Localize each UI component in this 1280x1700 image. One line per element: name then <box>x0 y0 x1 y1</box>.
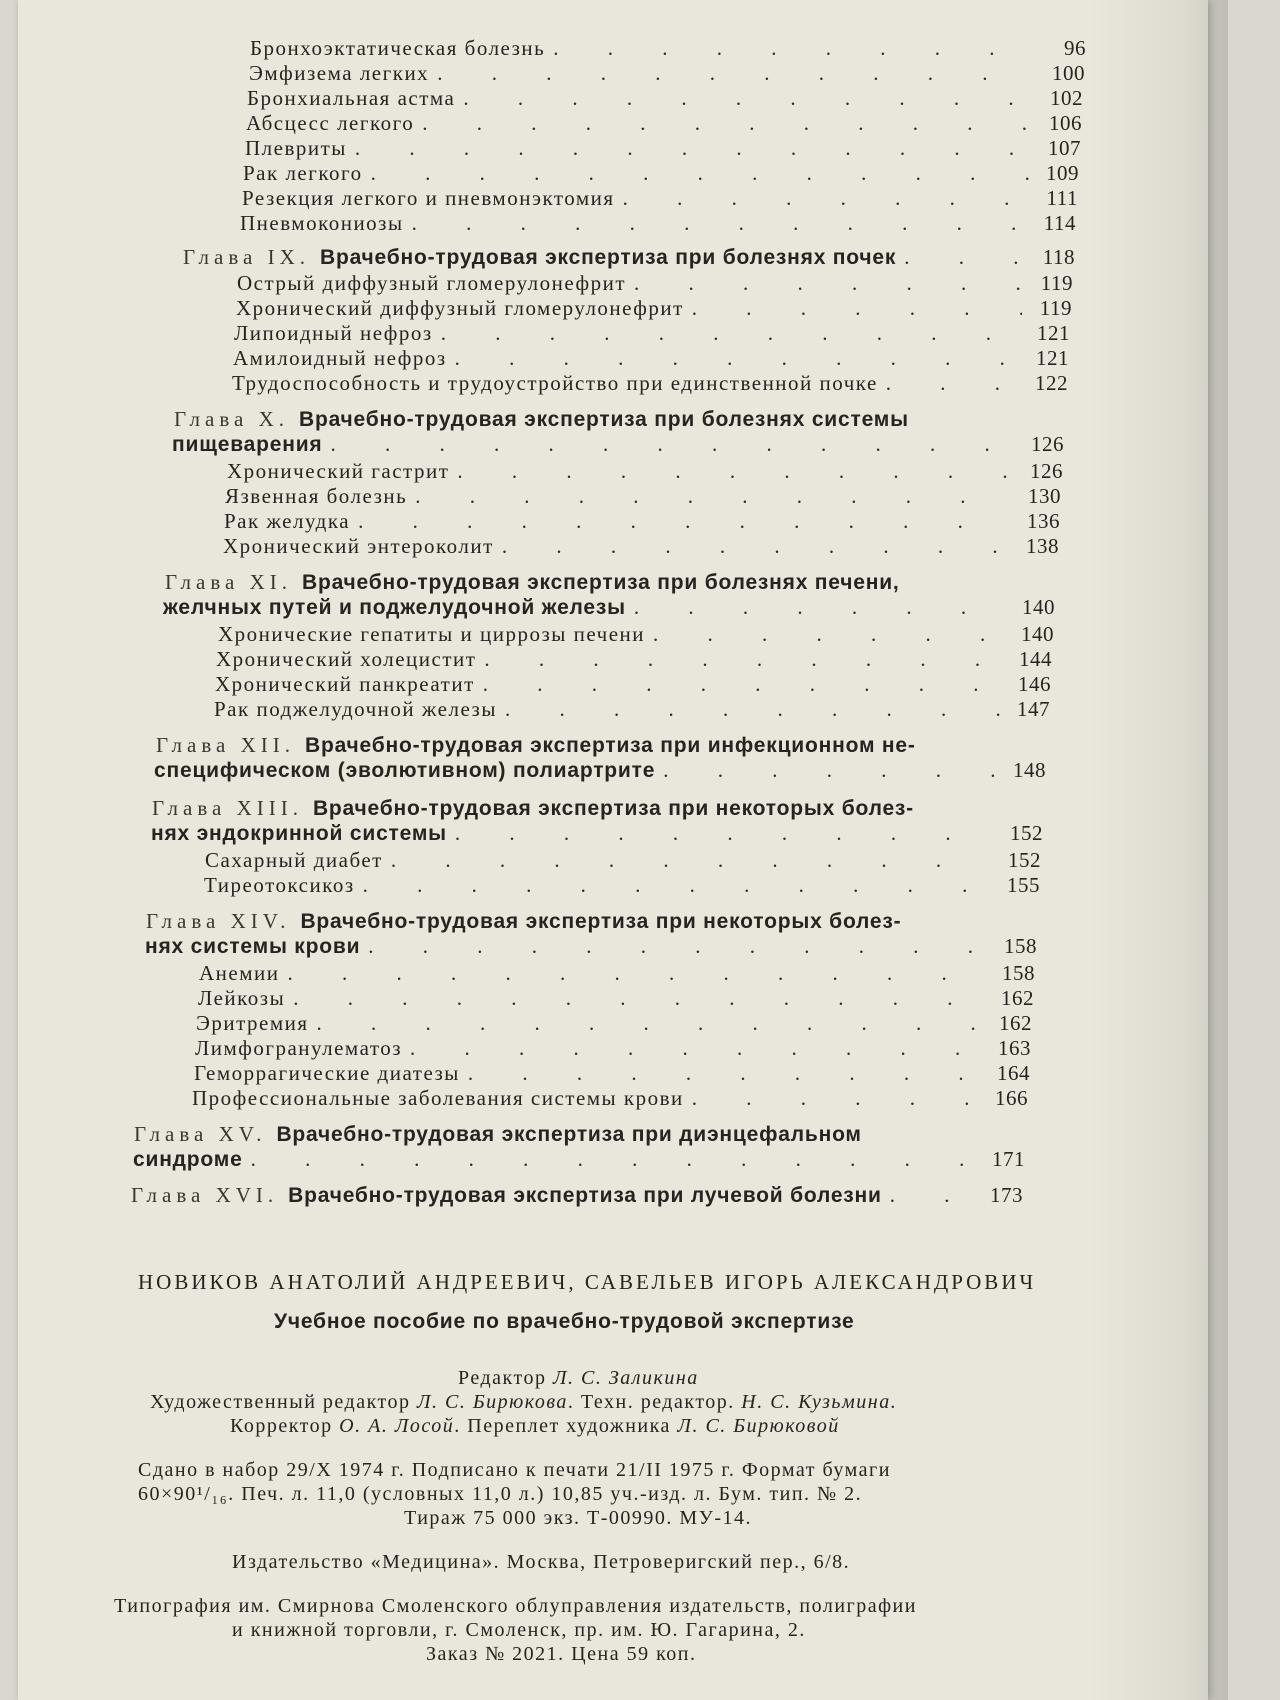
toc-entry-label: Язвенная болезнь <box>225 484 408 508</box>
dot-leader <box>422 111 1032 135</box>
dot-leader <box>634 595 1005 619</box>
dot-leader <box>455 346 1019 370</box>
dot-leader <box>437 61 1035 85</box>
dot-leader <box>484 647 1002 671</box>
toc-entry-label: Пневмокониозы <box>240 211 404 235</box>
toc-entry-label: Хронический панкреатит <box>215 672 475 696</box>
chapter-heading <box>165 569 900 596</box>
dot-leader <box>505 697 1000 721</box>
toc-entry-label: пищеварения <box>172 433 323 456</box>
toc-page-number: 100 <box>1052 61 1085 85</box>
toc-page-number: 130 <box>1028 484 1061 508</box>
toc-page-number: 102 <box>1050 86 1083 110</box>
toc-page-number: 155 <box>1007 873 1040 897</box>
chapter-number: Глава XIV. <box>146 909 291 933</box>
chapter-heading-text <box>131 1182 882 1209</box>
authors: НОВИКОВ АНАТОЛИЙ АНДРЕЕВИЧ, САВЕЛЬЕВ ИГОРЬ АЛЕКСАНДРОВИЧ <box>138 1270 1037 1294</box>
toc-page-number: 111 <box>1046 186 1078 210</box>
chapter-title: Врачебно-трудовая экспертиза при болезнях печени, <box>301 571 900 594</box>
chapter-number: Глава IX. <box>183 245 310 269</box>
toc-entry-label: Сахарный диабет <box>205 848 383 872</box>
print-info-line-2: 60×90¹/₁₆. Печ. л. 11,0 (условных 11,0 л.) 10,85 уч.-изд. л. Бум. тип. № 2. <box>138 1483 863 1505</box>
toc-page-number: 118 <box>1042 245 1075 269</box>
dot-leader <box>293 986 984 1010</box>
typography-line-1: Типография им. Смирнова Смоленского облуправления издательств, полиграфии <box>114 1595 917 1617</box>
toc-entry-label: Лейкозы <box>198 986 286 1010</box>
dot-leader <box>391 848 991 872</box>
toc-row <box>250 36 1086 60</box>
toc-row <box>240 211 1076 235</box>
table-of-contents <box>18 0 1208 1207</box>
toc-row <box>245 136 1081 160</box>
book-page <box>18 0 1208 1700</box>
typography-line-2: и книжной торговли, г. Смоленск, пр. им. Ю. Гагарина, 2. <box>232 1619 806 1641</box>
chapter-heading <box>146 908 901 935</box>
toc-page-number: 166 <box>995 1086 1028 1110</box>
toc-entry-label: Хронический диффузный гломерулонефрит <box>236 296 684 320</box>
corrector-line: Корректор О. А. Лосой. Переплет художника Л. С. Бирюковой <box>230 1415 840 1437</box>
chapter-heading-continuation <box>172 432 1064 457</box>
toc-page-number: 140 <box>1021 622 1054 646</box>
chapter-number: Глава XVI. <box>131 1183 279 1207</box>
toc-page-number: 152 <box>1010 821 1043 845</box>
toc-page-number: 136 <box>1027 509 1060 533</box>
dot-leader <box>483 672 1001 696</box>
chapter-heading <box>152 795 914 822</box>
toc-entry-label: Геморрагические диатезы <box>194 1061 460 1085</box>
dot-leader <box>553 36 1036 60</box>
book-title: Учебное пособие по врачебно-трудовой экспертизе <box>274 1310 855 1333</box>
toc-page-number: 158 <box>1004 934 1037 958</box>
dot-leader <box>634 271 1023 295</box>
dot-leader <box>692 296 1022 320</box>
dot-leader <box>886 371 1018 395</box>
chapter-title: Врачебно-трудовая экспертиза при инфекционном не- <box>304 734 916 757</box>
toc-entry-label: специфическом (эволютивном) полиартрите <box>154 759 656 782</box>
toc-entry-label: желчных путей и поджелудочной железы <box>163 596 626 619</box>
dot-leader <box>692 1086 978 1110</box>
publisher-line: Издательство «Медицина». Москва, Петроверигский пер., 6/8. <box>232 1551 851 1573</box>
dot-leader <box>288 961 986 985</box>
toc-entry-label: Хронический холецистит <box>216 647 477 671</box>
toc-row <box>204 873 1040 897</box>
toc-page-number: 126 <box>1031 432 1064 456</box>
toc-page-number: 119 <box>1040 271 1073 295</box>
chapter-title: Врачебно-трудовая экспертиза при болезнях системы <box>299 408 909 431</box>
toc-row <box>246 111 1082 135</box>
toc-row <box>205 848 1041 872</box>
toc-row <box>199 961 1035 985</box>
chapter-number: Глава XI. <box>165 570 292 594</box>
toc-row <box>218 622 1054 646</box>
toc-page-number: 164 <box>997 1061 1030 1085</box>
toc-page-number: 162 <box>999 1011 1032 1035</box>
toc-row <box>234 321 1070 345</box>
chapter-title: Врачебно-трудовая экспертиза при лучевой болезни <box>288 1184 882 1207</box>
dot-leader <box>415 484 1011 508</box>
toc-entry-label: Острый диффузный гломерулонефрит <box>237 271 626 295</box>
editor-line: Редактор Л. С. Заликина <box>458 1367 699 1389</box>
dot-leader <box>330 432 1014 456</box>
dot-leader <box>355 136 1031 160</box>
chapter-title: Врачебно-трудовая экспертиза при некоторых болез- <box>312 797 914 820</box>
toc-page-number: 158 <box>1002 961 1035 985</box>
chapter-heading-continuation <box>133 1147 1025 1172</box>
dot-leader <box>623 186 1028 210</box>
chapter-heading-continuation <box>163 595 1055 620</box>
chapter-heading <box>156 732 916 759</box>
chapter-heading <box>183 244 1075 271</box>
toc-entry-label: Амилоидный нефроз <box>233 346 447 370</box>
toc-page-number: 121 <box>1037 321 1070 345</box>
toc-row <box>196 1011 1032 1035</box>
dot-leader <box>410 1036 981 1060</box>
toc-page-number: 121 <box>1036 346 1069 370</box>
toc-page-number: 152 <box>1008 848 1041 872</box>
chapter-heading-continuation <box>145 934 1037 959</box>
dot-leader <box>371 161 1029 185</box>
toc-row <box>237 271 1073 295</box>
toc-entry-label: Анемии <box>199 961 280 985</box>
chapter-heading <box>174 406 909 433</box>
toc-entry-label: Эмфизема легких <box>249 61 430 85</box>
toc-entry-label: синдроме <box>133 1148 243 1171</box>
toc-entry-label: Рак желудка <box>224 509 351 533</box>
toc-page-number: 162 <box>1001 986 1034 1010</box>
chapter-title: Врачебно-трудовая экспертиза при болезнях почек <box>319 246 897 269</box>
chapter-heading-continuation <box>151 821 1043 846</box>
toc-page-number: 148 <box>1013 758 1046 782</box>
toc-entry-label: Рак поджелудочной железы <box>214 697 497 721</box>
toc-entry-label: Профессиональные заболевания системы крови <box>192 1086 684 1110</box>
toc-page-number: 109 <box>1046 161 1079 185</box>
toc-row <box>214 697 1050 721</box>
toc-page-number: 163 <box>998 1036 1031 1060</box>
chapter-heading <box>131 1182 1023 1209</box>
toc-page-number: 96 <box>1064 36 1086 60</box>
toc-row <box>249 61 1085 85</box>
dot-leader <box>358 509 1010 533</box>
chapter-number: Глава XIII. <box>152 796 303 820</box>
toc-entry-label: Лимфогранулематоз <box>195 1036 403 1060</box>
dot-leader <box>368 934 987 958</box>
toc-page-number: 119 <box>1039 296 1072 320</box>
dot-leader <box>463 86 1033 110</box>
toc-row <box>216 647 1052 671</box>
toc-page-number: 107 <box>1048 136 1081 160</box>
toc-page-number: 173 <box>990 1183 1023 1207</box>
dot-leader <box>890 1182 973 1208</box>
toc-page-number: 171 <box>992 1147 1025 1171</box>
toc-entry-label: Плевриты <box>245 136 347 160</box>
dot-leader <box>317 1011 982 1035</box>
chapter-heading-continuation <box>154 758 1046 783</box>
toc-page-number: 122 <box>1035 371 1068 395</box>
toc-entry-label: Липоидный нефроз <box>234 321 433 345</box>
toc-entry-label: Трудоспособность и трудоустройство при единственной почке <box>232 371 878 395</box>
dot-leader <box>455 821 993 845</box>
dot-leader <box>653 622 1004 646</box>
toc-page-number: 106 <box>1049 111 1082 135</box>
toc-row <box>223 534 1059 558</box>
chapter-title: Врачебно-трудовая экспертиза при некоторых болез- <box>300 910 902 933</box>
toc-entry-label: нях эндокринной системы <box>151 822 447 845</box>
dot-leader <box>363 873 990 897</box>
toc-row <box>195 1036 1031 1060</box>
toc-entry-label: Абсцесс легкого <box>246 111 415 135</box>
toc-row <box>243 161 1079 185</box>
chapter-number: Глава X. <box>174 407 289 431</box>
dot-leader <box>251 1147 975 1171</box>
dot-leader <box>663 758 996 782</box>
toc-entry-label: Эритремия <box>196 1011 309 1035</box>
toc-row <box>194 1061 1030 1085</box>
toc-entry-label: Бронхоэктатическая болезнь <box>250 36 546 60</box>
toc-row <box>198 986 1034 1010</box>
print-info-line-1: Сдано в набор 29/X 1974 г. Подписано к печати 21/II 1975 г. Формат бумаги <box>138 1459 891 1481</box>
toc-page-number: 138 <box>1026 534 1059 558</box>
toc-entry-label: Хронический гастрит <box>227 459 450 483</box>
toc-entry-label: нях системы крови <box>145 935 361 958</box>
dot-leader <box>468 1061 980 1085</box>
art-editor-line: Художественный редактор Л. С. Бирюкова. Техн. редактор. Н. С. Кузьмина. <box>150 1391 898 1413</box>
toc-page-number: 140 <box>1022 595 1055 619</box>
toc-page-number: 147 <box>1017 697 1050 721</box>
dot-leader <box>502 534 1009 558</box>
toc-page-number: 126 <box>1030 459 1063 483</box>
toc-row <box>247 86 1083 110</box>
toc-row <box>232 371 1068 395</box>
toc-entry-label: Хронический энтероколит <box>223 534 494 558</box>
toc-entry-label: Резекция легкого и пневмонэктомия <box>242 186 615 210</box>
dot-leader <box>441 321 1020 345</box>
chapter-title: Врачебно-трудовая экспертиза при диэнцефальном <box>276 1123 862 1146</box>
toc-row <box>192 1086 1028 1110</box>
toc-page-number: 114 <box>1043 211 1076 235</box>
toc-row <box>233 346 1069 370</box>
toc-entry-label: Рак легкого <box>243 161 363 185</box>
order-line: Заказ № 2021. Цена 59 коп. <box>426 1643 697 1665</box>
toc-entry-label: Бронхиальная астма <box>247 86 456 110</box>
toc-entry-label: Тиреотоксикоз <box>204 873 355 897</box>
chapter-number: Глава XV. <box>134 1122 267 1146</box>
dot-leader <box>412 211 1026 235</box>
chapter-number: Глава XII. <box>156 733 295 757</box>
chapter-heading <box>134 1121 862 1148</box>
toc-row <box>227 459 1063 483</box>
dot-leader <box>904 244 1025 270</box>
chapter-heading-text <box>183 244 896 271</box>
toc-row <box>225 484 1061 508</box>
print-info-line-3: Тираж 75 000 экз. Т-00990. МУ-14. <box>404 1507 753 1529</box>
toc-row <box>242 186 1078 210</box>
toc-entry-label: Хронические гепатиты и циррозы печени <box>218 622 646 646</box>
toc-row <box>215 672 1051 696</box>
toc-page-number: 144 <box>1019 647 1052 671</box>
toc-row <box>236 296 1072 320</box>
toc-row <box>224 509 1060 533</box>
dot-leader <box>457 459 1013 483</box>
toc-page-number: 146 <box>1018 672 1051 696</box>
